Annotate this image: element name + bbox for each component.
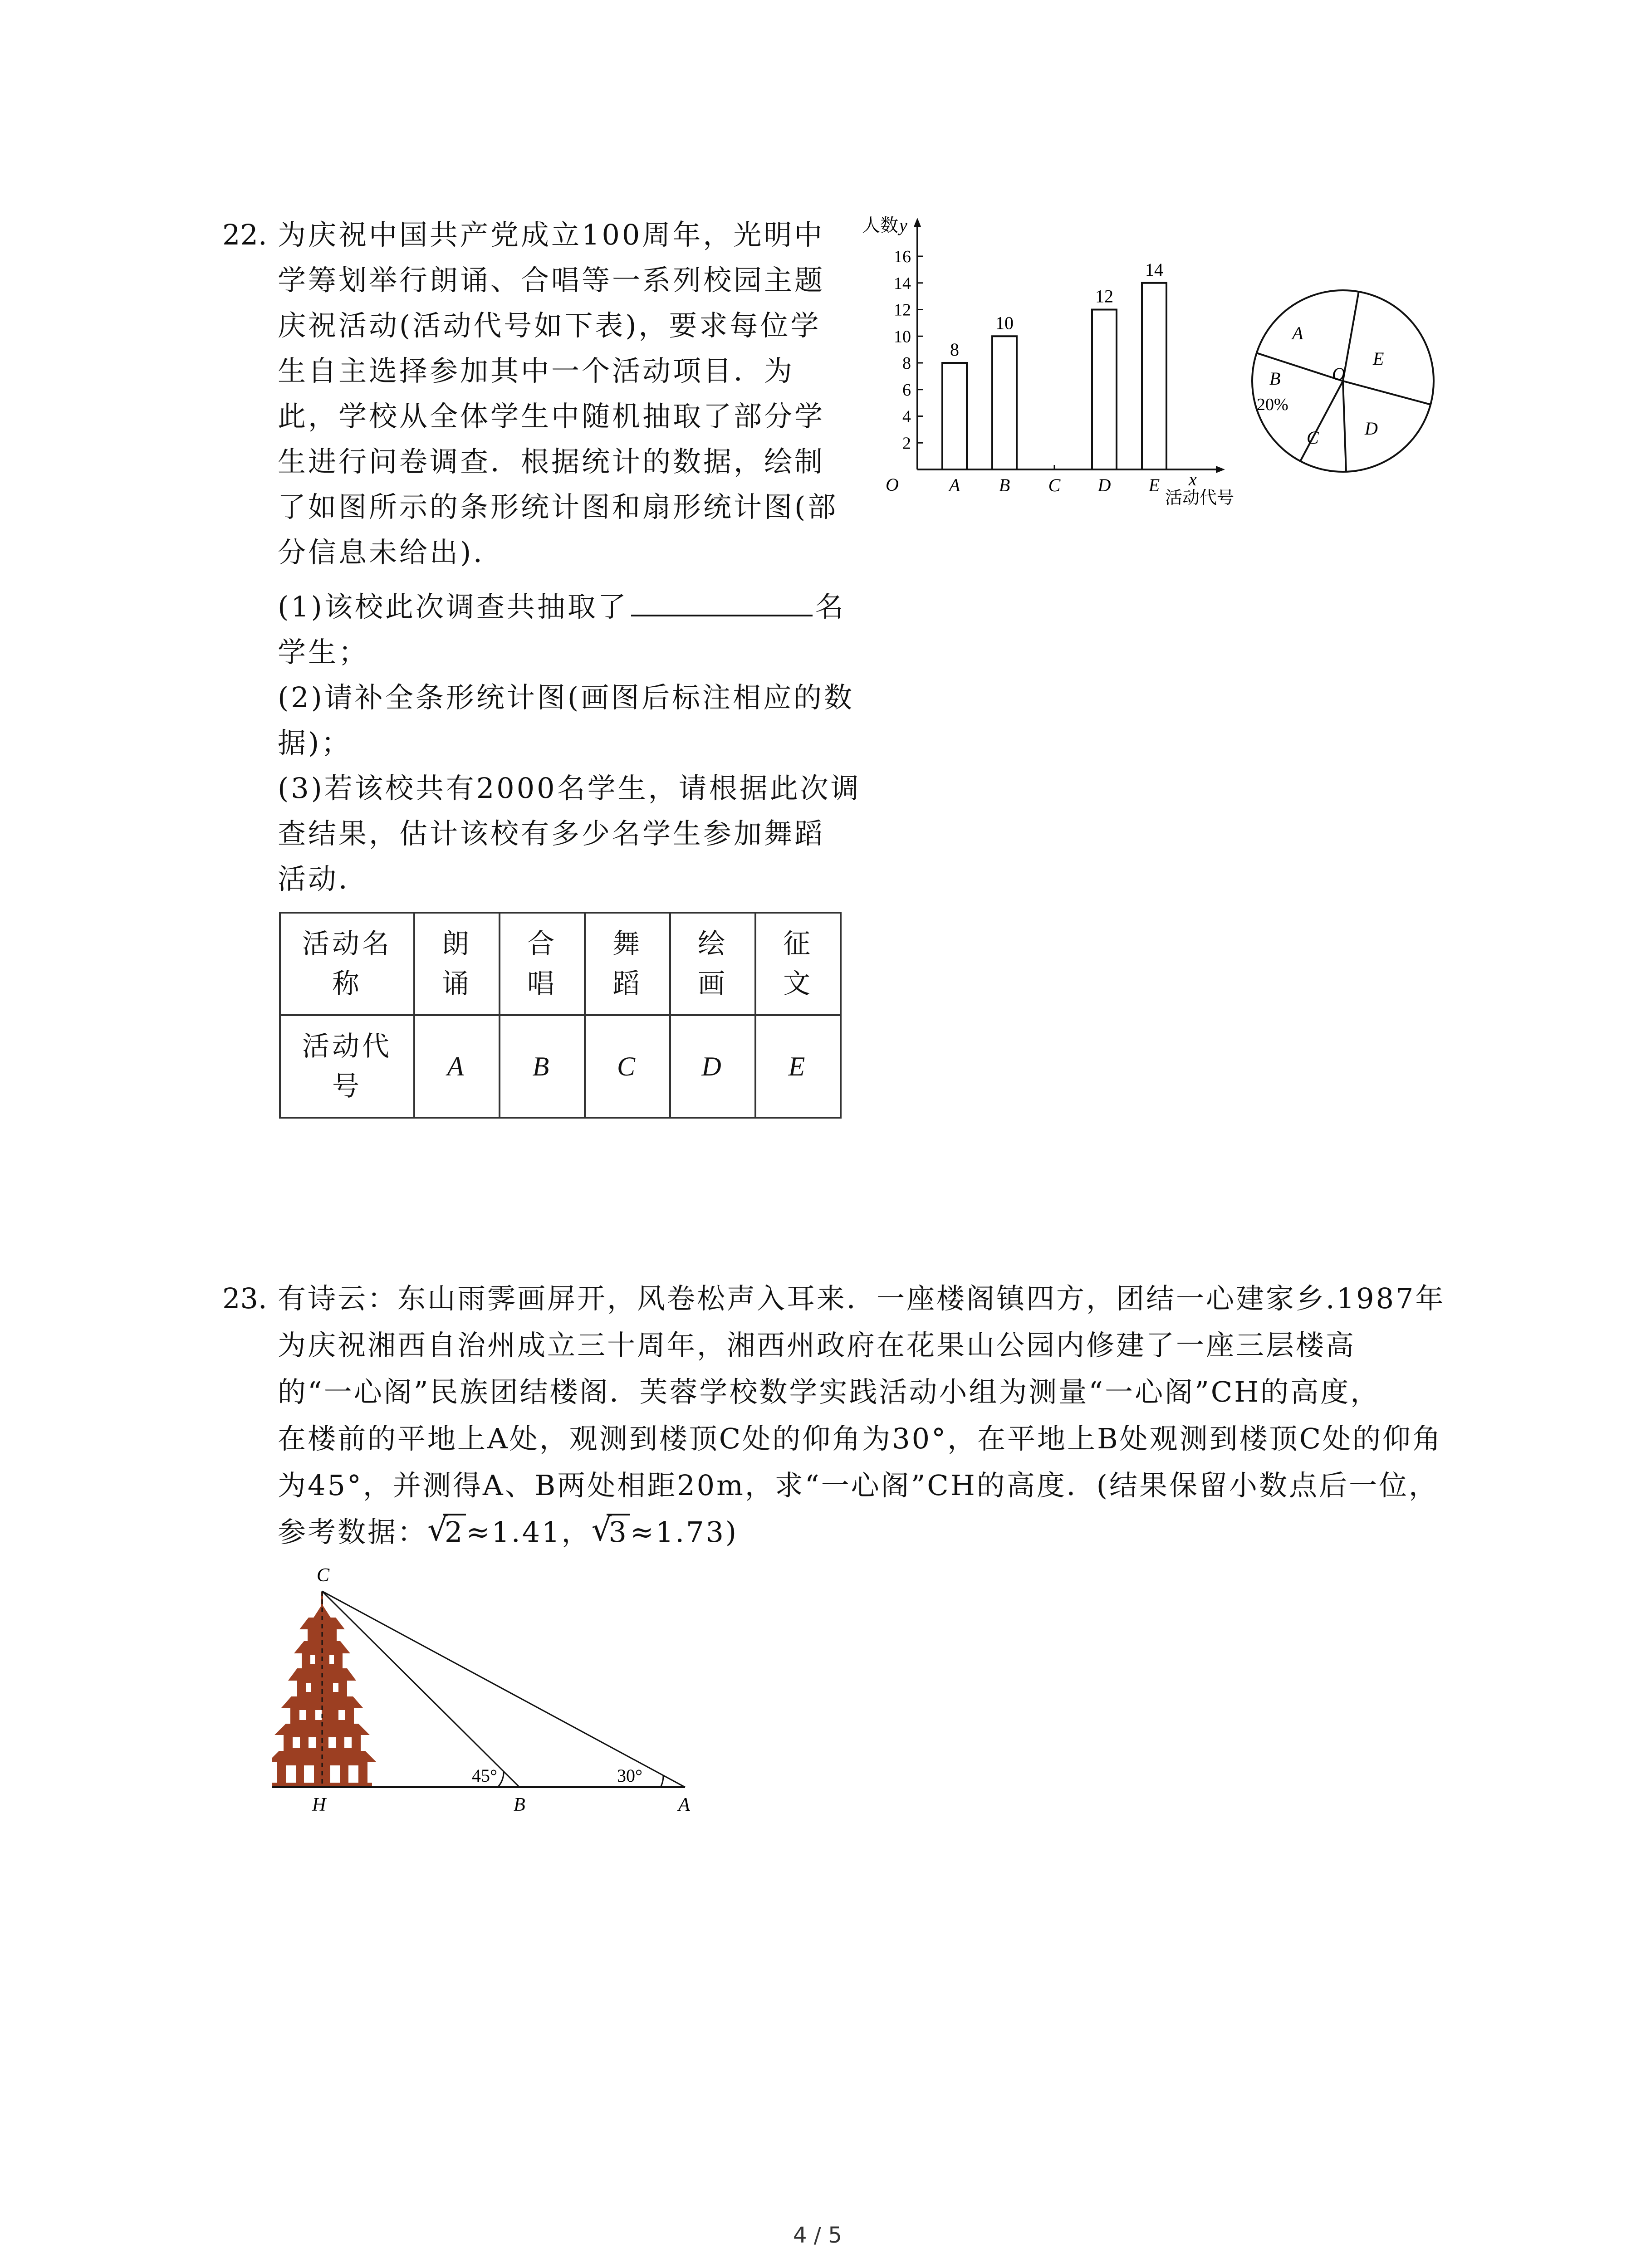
point-label-C: C xyxy=(317,1565,330,1586)
q22-subquestion-2: (2)请补全条形统计图(画图后标注相应的数 xyxy=(278,681,855,714)
y-tick-label: 16 xyxy=(894,247,911,266)
origin-label: O xyxy=(886,474,899,495)
q23-line-6 xyxy=(278,1510,738,1554)
tower-figure xyxy=(272,1560,726,1842)
pie-sector-boundary xyxy=(1300,381,1343,461)
q22-sub3-continuation-2: 活动． xyxy=(278,862,369,895)
y-ticks xyxy=(894,247,923,453)
sqrt-2 xyxy=(427,1510,466,1554)
table-header-code xyxy=(280,1015,414,1118)
y-tick-label: 14 xyxy=(894,274,911,293)
bar-marks xyxy=(942,259,1166,495)
table-cell xyxy=(670,913,755,1015)
q23-line-4: 在楼前的平地上A处，观测到楼顶C处的仰角为30°，在平地上B处观测到楼顶C处的仰角 xyxy=(278,1422,1443,1455)
pie-sector-boundary xyxy=(1343,381,1430,405)
cell-text: 画 xyxy=(698,968,728,1000)
question-22-number: 22. xyxy=(222,218,267,251)
q22-line-5: 此，学校从全体学生中随机抽取了部分学 xyxy=(278,400,825,433)
table-cell xyxy=(414,913,500,1015)
bar-data-label-A: 8 xyxy=(950,339,959,360)
cell-text: 绘 xyxy=(698,928,728,960)
bar-A xyxy=(942,363,967,469)
x-axis-letter: x xyxy=(1189,469,1197,489)
pie-sector-boundary xyxy=(1343,381,1346,472)
point-label-B: B xyxy=(514,1794,525,1815)
sight-line-CA xyxy=(322,1591,685,1787)
radical-sign: √ xyxy=(427,1511,450,1548)
table-header-name xyxy=(280,913,414,1015)
bar-data-label-D: 12 xyxy=(1095,286,1113,307)
q23-line-1: 有诗云：东山雨霁画屏开，风卷松声入耳来．一座楼阁镇四方，团结一心建家乡.1987年 xyxy=(278,1282,1445,1315)
y-tick-label: 10 xyxy=(894,327,911,347)
table-header-text: 称 xyxy=(332,968,362,1000)
sqrt-2-value: ≈1.41， xyxy=(466,1515,592,1549)
bar-chart xyxy=(862,213,1270,522)
table-cell: A xyxy=(414,1015,500,1118)
pie-sector-boundary xyxy=(1343,292,1359,381)
cell-text: 唱 xyxy=(527,968,557,1000)
bar-data-label-B: 10 xyxy=(995,313,1014,333)
sqrt-3-radicand: 3 xyxy=(607,1514,630,1549)
x-tick-label-A: A xyxy=(949,475,960,495)
angle-arc-A xyxy=(661,1776,663,1787)
y-axis-letter: y xyxy=(899,215,907,235)
x-tick-label-C: C xyxy=(1048,475,1061,495)
q22-sub2-continuation: 据)； xyxy=(278,726,352,759)
y-tick-label: 2 xyxy=(902,434,911,453)
table-header-text: 活动名 xyxy=(302,928,392,960)
angle-label-A: 30° xyxy=(617,1765,642,1786)
pie-label-E: E xyxy=(1373,348,1384,369)
q22-line-1: 为庆祝中国共产党成立100周年，光明中 xyxy=(278,218,825,251)
y-tick-label: 4 xyxy=(902,407,911,426)
activity-table xyxy=(279,912,842,1119)
q22-line-4: 生自主选择参加其中一个活动项目．为 xyxy=(278,354,795,387)
x-tick-label-D: D xyxy=(1097,475,1111,495)
y-tick-label: 8 xyxy=(902,354,911,373)
table-cell: E xyxy=(755,1015,841,1118)
q22-line-8: 分信息未给出)． xyxy=(278,536,504,569)
q23-line-5: 为45°，并测得A、B两处相距20m，求“一心阁”CH的高度．(结果保留小数点后一位， xyxy=(278,1469,1439,1502)
table-row xyxy=(280,913,841,1015)
cell-text: 征 xyxy=(783,928,813,960)
pie-label-B: B xyxy=(1269,368,1281,389)
x-axis-label: 活动代号 xyxy=(1165,488,1234,508)
radical-sign: √ xyxy=(591,1511,614,1548)
q22-subquestion-1 xyxy=(278,585,846,629)
sqrt-3-value: ≈1.73) xyxy=(630,1515,739,1549)
cell-text: 舞 xyxy=(612,928,642,960)
table-header-text: 活动代 xyxy=(302,1031,392,1062)
q23-line-3: 的“一心阁”民族团结楼阁．芙蓉学校数学实践活动小组为测量“一心阁”CH的高度， xyxy=(278,1375,1381,1408)
pie-label-D: D xyxy=(1365,418,1378,439)
y-tick-label: 12 xyxy=(894,300,911,320)
y-tick-label: 6 xyxy=(902,380,911,400)
sqrt-2-radicand: 2 xyxy=(443,1514,466,1549)
q22-line-6: 生进行问卷调查．根据统计的数据，绘制 xyxy=(278,445,825,478)
table-cell xyxy=(755,913,841,1015)
question-23-number: 23. xyxy=(222,1282,267,1315)
bar-B xyxy=(992,336,1017,469)
table-cell: B xyxy=(500,1015,585,1118)
answer-blank[interactable] xyxy=(631,587,813,616)
table-cell xyxy=(585,913,670,1015)
q22-sub1-text: (1)该校此次调查共抽取了 xyxy=(278,590,628,623)
table-cell xyxy=(500,913,585,1015)
pie-center-label: O xyxy=(1332,364,1345,384)
reference-prefix: 参考数据： xyxy=(278,1515,428,1549)
cell-text: 诵 xyxy=(442,968,472,1000)
cell-text: 文 xyxy=(783,968,813,1000)
x-tick-label-E: E xyxy=(1148,475,1160,495)
bar-D xyxy=(1092,310,1117,470)
q22-line-3: 庆祝活动(活动代号如下表)，要求每位学 xyxy=(278,309,821,342)
x-tick-label-B: B xyxy=(999,475,1010,495)
table-header-text: 号 xyxy=(332,1070,362,1102)
table-cell: D xyxy=(670,1015,755,1118)
angle-arc-B xyxy=(498,1771,504,1787)
cell-text: 合 xyxy=(527,928,557,960)
cell-text: 蹈 xyxy=(612,968,642,1000)
pagoda-illustration xyxy=(272,1592,377,1787)
pie-label-A: A xyxy=(1292,323,1303,343)
q23-line-2: 为庆祝湘西自治州成立三十周年，湘西州政府在花果山公园内修建了一座三层楼高 xyxy=(278,1329,1356,1362)
point-label-H: H xyxy=(312,1794,326,1815)
bar-data-label-E: 14 xyxy=(1145,259,1163,280)
table-row xyxy=(280,1015,841,1118)
table-cell: C xyxy=(585,1015,670,1118)
q22-line-2: 学筹划举行朗诵、合唱等一系列校园主题 xyxy=(278,264,825,297)
bar-E xyxy=(1142,283,1166,469)
page-number: 4 / 5 xyxy=(793,2223,842,2248)
sqrt-3 xyxy=(591,1510,630,1554)
pie-label-C: C xyxy=(1307,427,1319,448)
pie-label-B-percent: 20% xyxy=(1257,395,1288,414)
q22-sub1-continuation: 学生； xyxy=(278,635,369,669)
y-axis-label: 人数 xyxy=(862,215,898,236)
point-label-A: A xyxy=(678,1794,690,1815)
pie-chart xyxy=(1243,281,1443,481)
q22-line-7: 了如图所示的条形统计图和扇形统计图(部 xyxy=(278,490,838,523)
cell-text: 朗 xyxy=(442,928,472,960)
angle-label-B: 45° xyxy=(472,1765,497,1786)
q22-sub1-unit: 名 xyxy=(815,590,846,623)
q22-subquestion-3: (3)若该校共有2000名学生，请根据此次调 xyxy=(278,772,861,805)
q22-sub3-continuation-1: 查结果，估计该校有多少名学生参加舞蹈 xyxy=(278,817,825,850)
